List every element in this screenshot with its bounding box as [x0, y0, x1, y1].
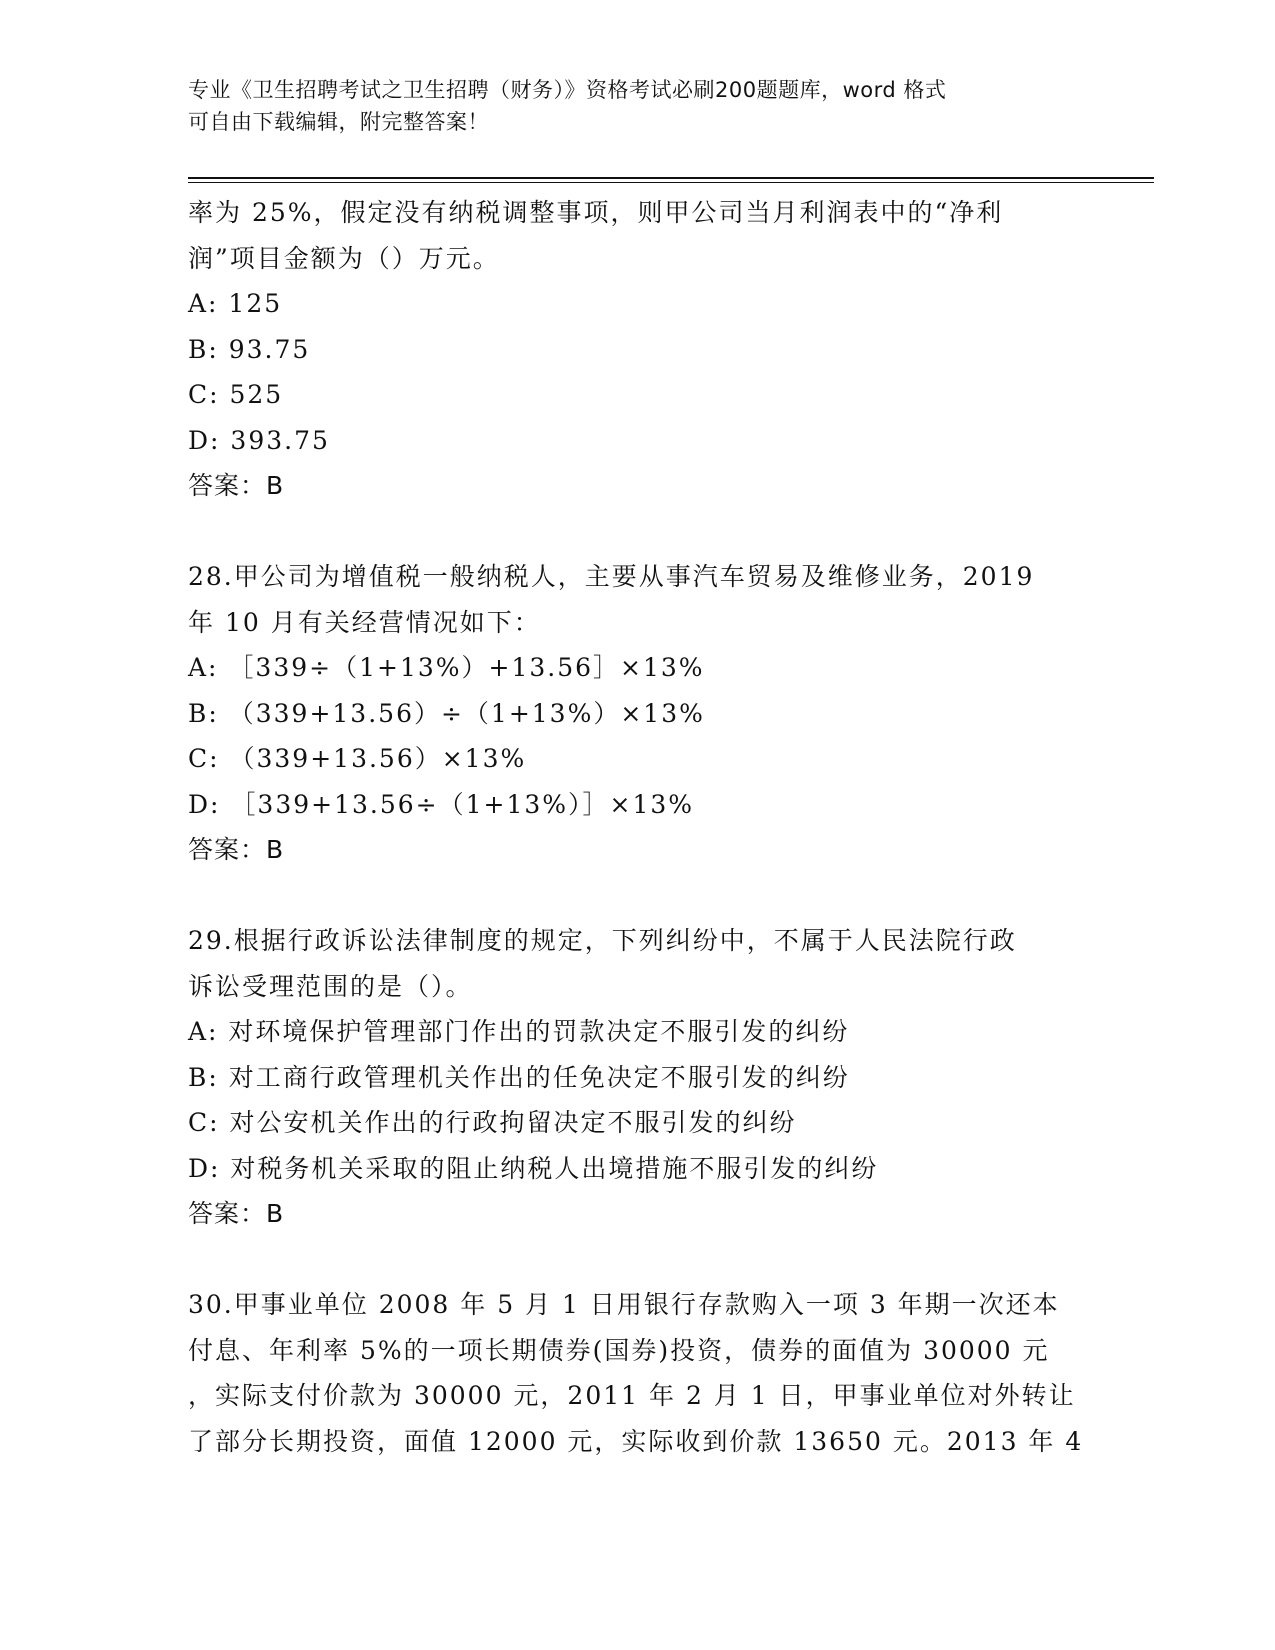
- option-a: A: 对环境保护管理部门作出的罚款决定不服引发的纠纷: [188, 1017, 850, 1046]
- header-line-1: 专业《卫生招聘考试之卫生招聘（财务）》资格考试必刷200题题库，word 格式: [188, 78, 947, 102]
- option-c: C: （339+13.56）×13%: [188, 744, 527, 773]
- question-stem: ，实际支付价款为 30000 元，2011 年 2 月 1 日，甲事业单位对外转让: [188, 1381, 1076, 1410]
- question-stem: 了部分长期投资，面值 12000 元，实际收到价款 13650 元。2013 年 4: [188, 1426, 1084, 1456]
- option-b: B: 93.75: [188, 334, 311, 364]
- question-stem: 30.甲事业单位 2008 年 5 月 1 日用银行存款购入一项 3 年期一次还本: [188, 1290, 1060, 1319]
- question-stem: 29.根据行政诉讼法律制度的规定，下列纠纷中，不属于人民法院行政: [188, 926, 1017, 955]
- option-d: D: 对税务机关采取的阻止纳税人出境措施不服引发的纠纷: [188, 1153, 879, 1183]
- document-header: [188, 74, 1088, 138]
- document-body: [188, 190, 1088, 1464]
- header-divider: [188, 177, 1154, 179]
- question-27: [188, 190, 1088, 509]
- question-stem: 年 10 月有关经营情况如下：: [188, 607, 541, 637]
- header-divider-thin: [188, 182, 1154, 183]
- question-stem: 诉讼受理范围的是（）。: [188, 971, 473, 1001]
- answer: 答案：B: [188, 835, 285, 864]
- question-28: [188, 554, 1088, 873]
- option-d: D: ［339+13.56÷（1+13%）］×13%: [188, 789, 695, 819]
- question-stem: 润”项目金额为（）万元。: [188, 243, 500, 273]
- question-stem: 率为 25%，假定没有纳税调整事项，则甲公司当月利润表中的“净利: [188, 198, 1004, 227]
- question-stem: 付息、年利率 5%的一项长期债券(国券)投资，债券的面值为 30000 元: [188, 1335, 1050, 1365]
- answer: 答案：B: [188, 1199, 285, 1228]
- question-stem: 28.甲公司为增值税一般纳税人，主要从事汽车贸易及维修业务，2019: [188, 562, 1035, 591]
- option-a: A: 125: [188, 289, 283, 318]
- question-30: [188, 1282, 1088, 1464]
- option-d: D: 393.75: [188, 425, 330, 455]
- answer: 答案：B: [188, 471, 285, 500]
- header-line-2: 可自由下载编辑，附完整答案！: [188, 110, 489, 134]
- option-a: A: ［339÷（1+13%）+13.56］×13%: [188, 653, 705, 682]
- option-c: C: 525: [188, 380, 284, 409]
- option-b: B: （339+13.56）÷（1+13%）×13%: [188, 698, 705, 728]
- option-b: B: 对工商行政管理机关作出的任免决定不服引发的纠纷: [188, 1062, 850, 1092]
- option-c: C: 对公安机关作出的行政拘留决定不服引发的纠纷: [188, 1108, 797, 1137]
- question-29: [188, 918, 1088, 1237]
